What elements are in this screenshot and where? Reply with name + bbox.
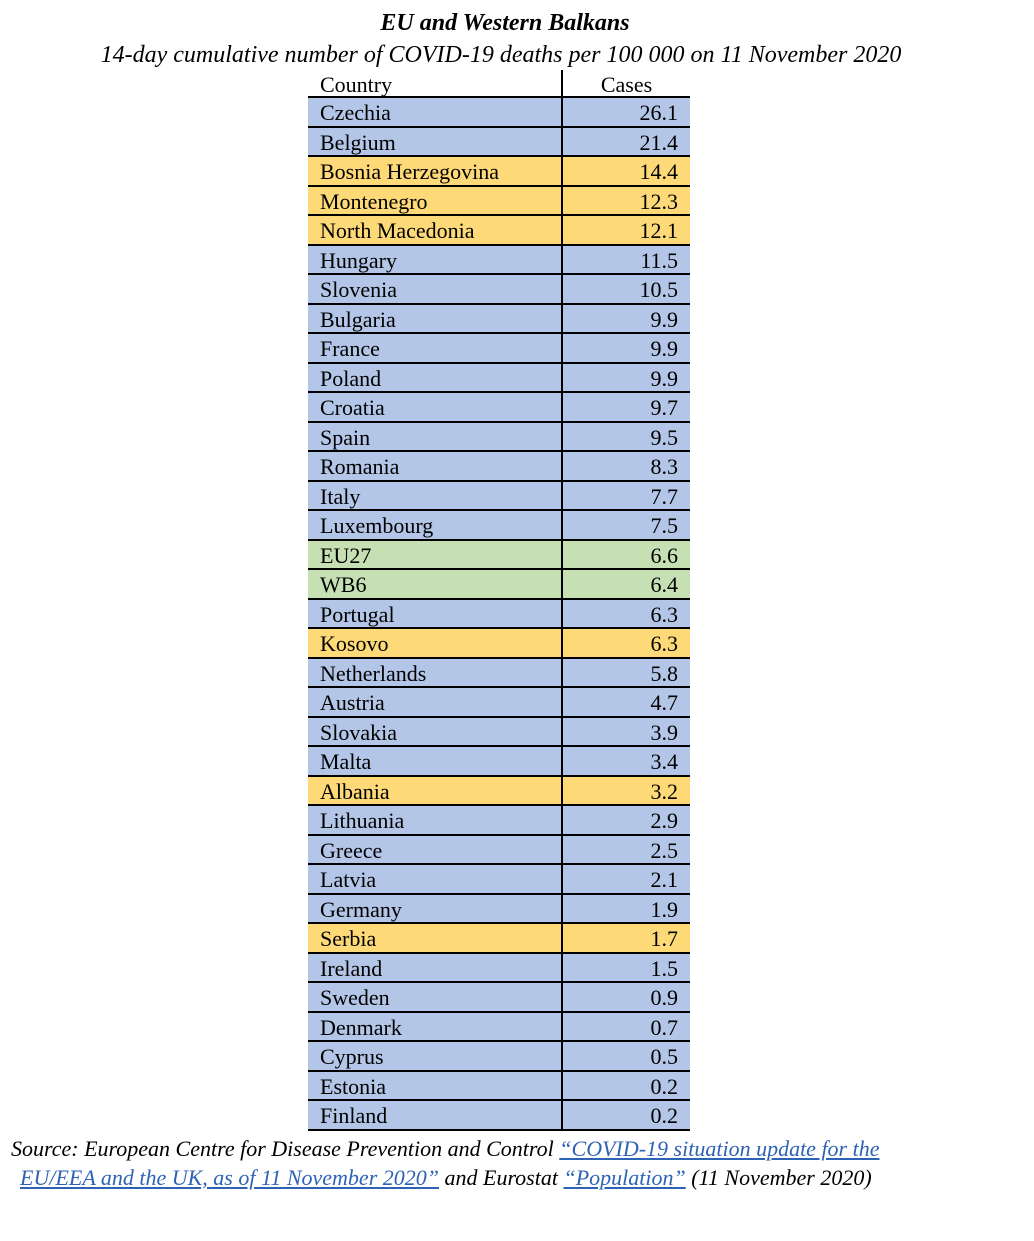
source-note	[8, 1134, 1018, 1192]
table-row	[308, 747, 690, 777]
cell-cases: 2.5	[561, 836, 690, 864]
cell-cases: 8.3	[561, 452, 690, 480]
table-row	[308, 659, 690, 689]
cell-cases: 2.1	[561, 865, 690, 893]
table-row	[308, 629, 690, 659]
table-row	[308, 1042, 690, 1072]
table-row	[308, 924, 690, 954]
cell-country: Lithuania	[320, 808, 405, 833]
table-row	[308, 511, 690, 541]
cell-cases: 4.7	[561, 688, 690, 716]
cell-cases: 6.4	[561, 570, 690, 598]
cell-country: Malta	[320, 749, 372, 774]
cell-cases: 14.4	[561, 157, 690, 185]
cell-country: Portugal	[320, 601, 395, 627]
table-header-row	[308, 70, 690, 98]
cell-cases: 9.7	[561, 393, 690, 421]
table-row	[308, 541, 690, 571]
cell-cases: 0.5	[561, 1042, 690, 1070]
table-body	[308, 98, 690, 1131]
cell-country: Ireland	[320, 955, 383, 981]
cell-country: Latvia	[320, 867, 377, 892]
cell-cases: 3.2	[561, 777, 690, 805]
cell-country: Greece	[320, 837, 383, 863]
table-row	[308, 718, 690, 748]
cell-country: Albania	[320, 778, 390, 804]
table-row	[308, 423, 690, 453]
source-suffix: (11 November 2020)	[685, 1165, 872, 1190]
cell-cases: 1.9	[561, 895, 690, 923]
table-row	[308, 216, 690, 246]
cell-cases: 6.6	[561, 541, 690, 569]
source-middle: and Eurostat	[439, 1165, 564, 1190]
cell-country: Montenegro	[320, 188, 428, 214]
table-row	[308, 157, 690, 187]
table-row	[308, 187, 690, 217]
table-row	[308, 275, 690, 305]
table-row	[308, 1072, 690, 1102]
source-prefix: Source: European Centre for Disease Prevention and Control	[11, 1136, 560, 1161]
cell-country: Bulgaria	[320, 306, 396, 332]
cell-cases: 0.9	[561, 983, 690, 1011]
cell-country: Slovenia	[320, 277, 397, 302]
table-row	[308, 983, 690, 1013]
table-row	[308, 305, 690, 335]
cell-cases: 9.5	[561, 423, 690, 451]
cell-cases: 12.3	[561, 187, 690, 215]
table-row	[308, 570, 690, 600]
cell-country: Belgium	[320, 129, 396, 155]
cell-country: Denmark	[320, 1014, 402, 1040]
cell-country: Kosovo	[320, 631, 389, 656]
cell-cases: 6.3	[561, 629, 690, 657]
table-row	[308, 806, 690, 836]
cell-cases: 0.7	[561, 1013, 690, 1041]
cell-country: North Macedonia	[320, 218, 475, 243]
cell-cases: 11.5	[561, 246, 690, 274]
source-line-1	[8, 1134, 1018, 1163]
cell-cases: 21.4	[561, 128, 690, 156]
cell-country: Cyprus	[320, 1044, 384, 1069]
cell-country: Netherlands	[320, 660, 427, 686]
table-row	[308, 1013, 690, 1043]
cell-cases: 7.5	[561, 511, 690, 539]
source-line-2	[8, 1163, 1018, 1192]
table-row	[308, 393, 690, 423]
cell-country: Germany	[320, 896, 402, 922]
cell-country: Italy	[320, 483, 361, 509]
header-country: Country	[320, 72, 393, 97]
cell-country: WB6	[320, 572, 367, 597]
table-row	[308, 688, 690, 718]
table-row	[308, 895, 690, 925]
cell-country: Poland	[320, 365, 382, 391]
cell-cases: 1.7	[561, 924, 690, 952]
cell-country: EU27	[320, 542, 372, 568]
table-row	[308, 1101, 690, 1131]
cell-country: France	[320, 336, 380, 361]
cell-cases: 5.8	[561, 659, 690, 687]
cell-country: Austria	[320, 690, 385, 715]
cell-cases: 0.2	[561, 1072, 690, 1100]
table-row	[308, 128, 690, 158]
cell-cases: 9.9	[561, 334, 690, 362]
table-row	[308, 777, 690, 807]
page-subtitle: 14-day cumulative number of COVID-19 deaths per 100 000 on 11 November 2020	[100, 42, 902, 68]
cell-country: Slovakia	[320, 719, 397, 745]
cell-country: Luxembourg	[320, 513, 434, 538]
page-title: EU and Western Balkans	[380, 10, 630, 36]
cell-cases: 10.5	[561, 275, 690, 303]
cell-country: Romania	[320, 454, 400, 479]
cell-cases: 26.1	[561, 98, 690, 126]
table-row	[308, 452, 690, 482]
cell-country: Serbia	[320, 926, 377, 951]
cell-country: Sweden	[320, 985, 390, 1010]
table-row	[308, 364, 690, 394]
cell-country: Hungary	[320, 247, 397, 273]
cell-country: Spain	[320, 424, 371, 450]
cell-country: Czechia	[320, 100, 391, 125]
cell-country: Bosnia Herzegovina	[320, 159, 499, 184]
table-row	[308, 334, 690, 364]
cell-country: Finland	[320, 1103, 388, 1128]
cell-cases: 7.7	[561, 482, 690, 510]
eurostat-link[interactable]: “Population”	[563, 1165, 686, 1190]
table-row	[308, 836, 690, 866]
cell-cases: 6.3	[561, 600, 690, 628]
cell-country: Estonia	[320, 1073, 386, 1099]
cell-cases: 2.9	[561, 806, 690, 834]
cell-cases: 3.9	[561, 718, 690, 746]
cell-cases: 3.4	[561, 747, 690, 775]
header-cases: Cases	[561, 70, 690, 96]
cell-cases: 9.9	[561, 364, 690, 392]
ecdc-link[interactable]: “COVID-19 situation update for the	[559, 1136, 880, 1161]
cell-cases: 9.9	[561, 305, 690, 333]
table-row	[308, 954, 690, 984]
table-row	[308, 246, 690, 276]
cell-country: Croatia	[320, 395, 385, 420]
table-row	[308, 482, 690, 512]
table-row	[308, 865, 690, 895]
cell-cases: 1.5	[561, 954, 690, 982]
cell-cases: 12.1	[561, 216, 690, 244]
deaths-table	[308, 70, 690, 1131]
cell-cases: 0.2	[561, 1101, 690, 1129]
table-row	[308, 600, 690, 630]
table-row	[308, 98, 690, 128]
ecdc-link-continued[interactable]: EU/EEA and the UK, as of 11 November 2020”	[20, 1165, 439, 1190]
